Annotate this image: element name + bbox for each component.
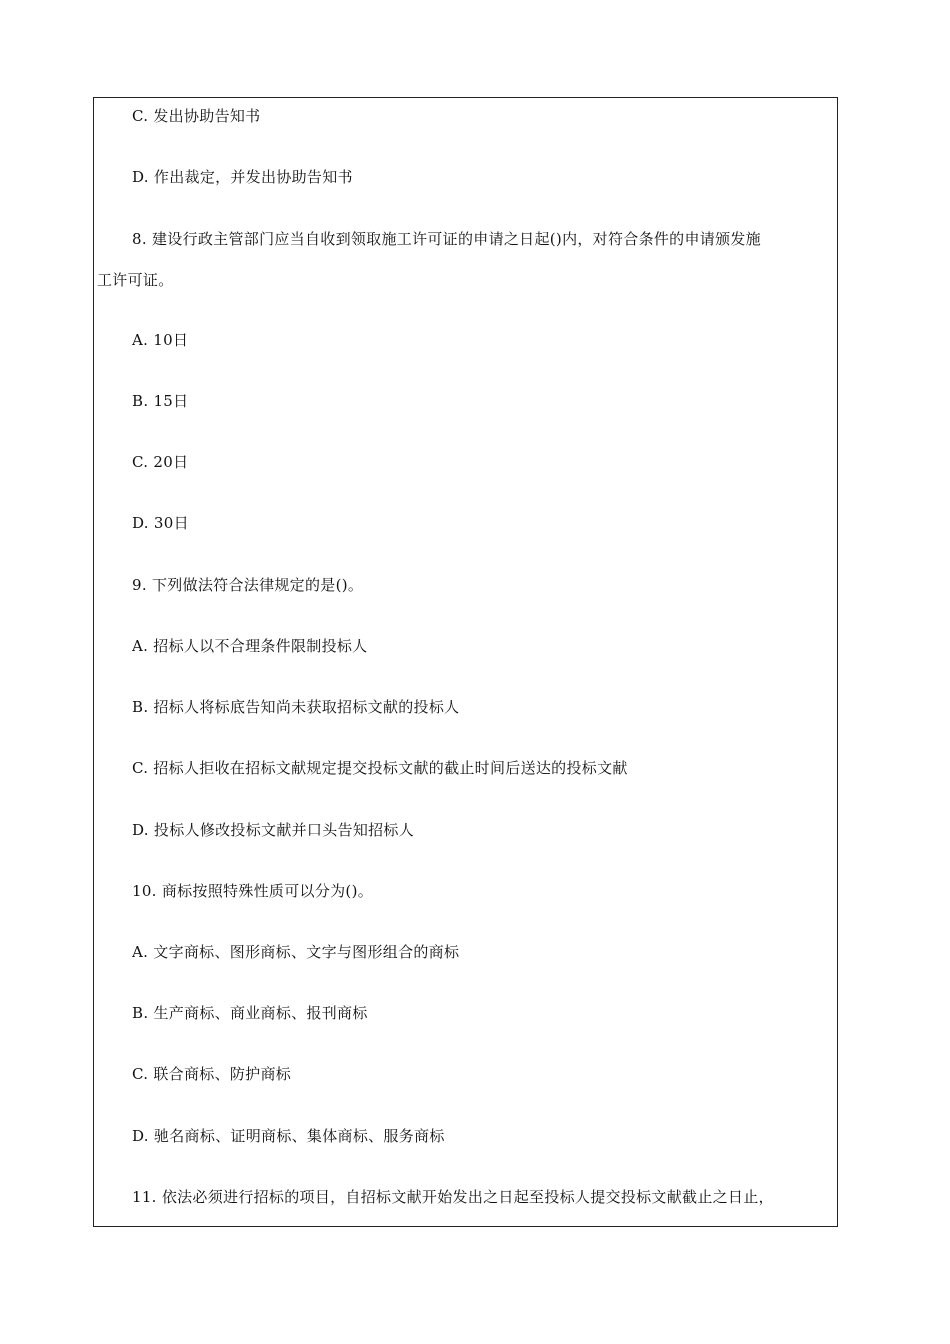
q8-option-b: B. 15日: [132, 392, 189, 410]
q9-option-d: D. 投标人修改投标文献并口头告知招标人: [132, 821, 415, 839]
q7-option-c: C. 发出协助告知书: [132, 107, 261, 125]
q10-option-b: B. 生产商标、商业商标、报刊商标: [132, 1004, 368, 1022]
q9-option-b: B. 招标人将标底告知尚未获取招标文献的投标人: [132, 698, 460, 716]
q10-option-a: A. 文字商标、图形商标、文字与图形组合的商标: [132, 943, 460, 961]
q9-option-a: A. 招标人以不合理条件限制投标人: [132, 637, 368, 655]
q8-option-c: C. 20日: [132, 453, 189, 471]
q11-question-line1: 11. 依法必须进行招标的项目，自招标文献开始发出之日起至投标人提交投标文献截止之日止，: [132, 1188, 774, 1206]
q9-option-c: C. 招标人拒收在招标文献规定提交投标文献的截止时间后送达的投标文献: [132, 759, 628, 777]
q8-option-d: D. 30日: [132, 514, 189, 532]
q8-option-a: A. 10日: [132, 331, 189, 349]
q10-question: 10. 商标按照特殊性质可以分为()。: [132, 882, 374, 900]
q10-option-c: C. 联合商标、防护商标: [132, 1065, 292, 1083]
q7-option-d: D. 作出裁定，并发出协助告知书: [132, 168, 353, 186]
q8-question-line2: 工许可证。: [97, 271, 174, 289]
q9-question: 9. 下列做法符合法律规定的是()。: [132, 576, 364, 594]
q8-question-line1: 8. 建设行政主管部门应当自收到领取施工许可证的申请之日起()内，对符合条件的申请颁发施: [132, 230, 761, 248]
q10-option-d: D. 驰名商标、证明商标、集体商标、服务商标: [132, 1127, 445, 1145]
document-frame: [93, 97, 838, 1227]
